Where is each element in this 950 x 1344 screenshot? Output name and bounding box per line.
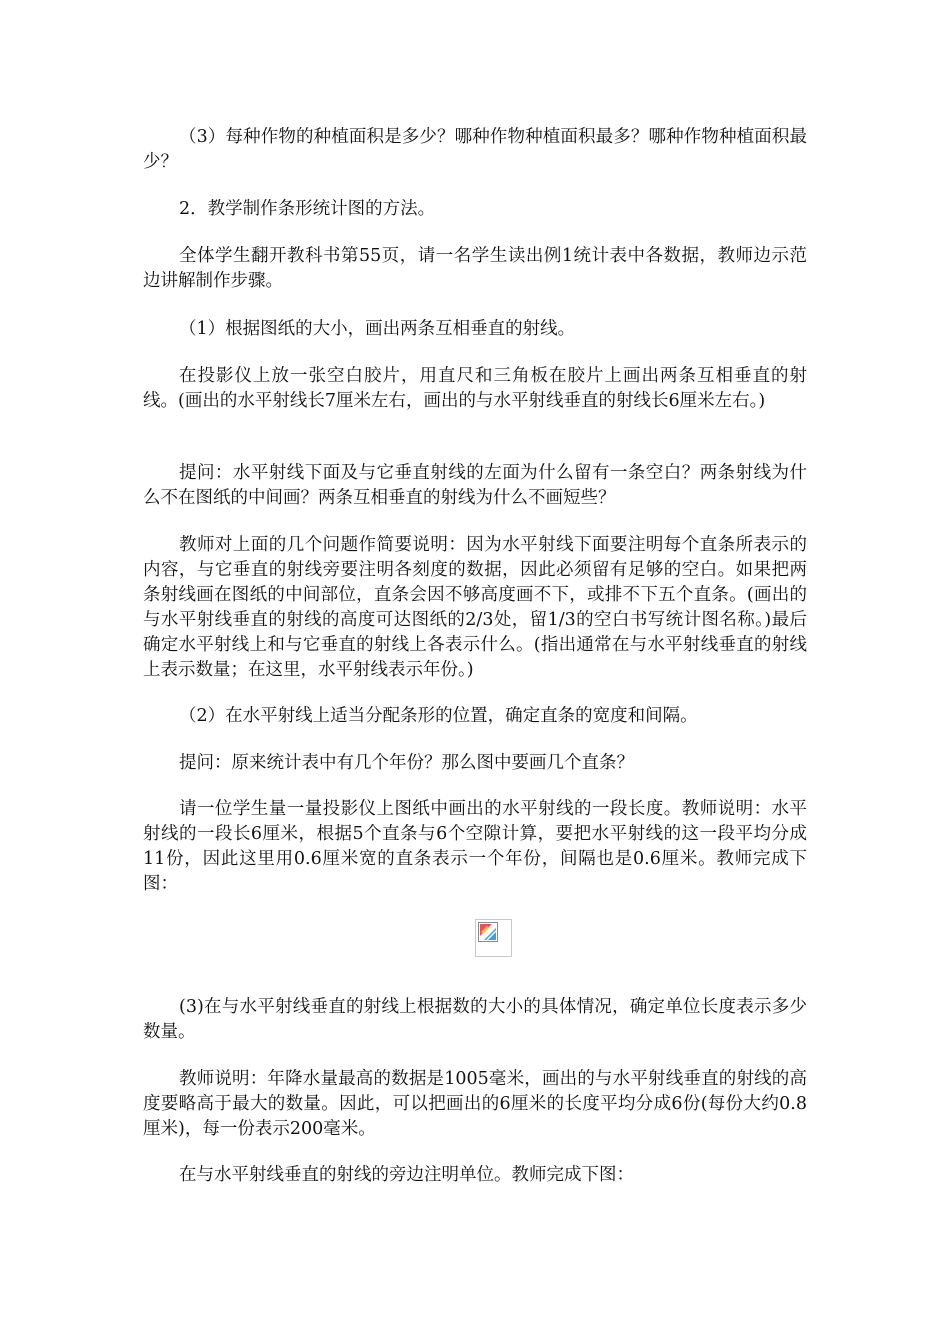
paragraph-measure: 请一位学生量一量投影仪上图纸中画出的水平射线的一段长度。教师说明：水平射线的一段长6厘米，根据5个直条与6个空隙计算，要把水平射线的这一段平均分成11份，因此这里用0.6厘米宽的直条表示一个年份，间隔也是0.6厘米。教师完成下图： [143,799,807,894]
paragraph-rainfall-explanation: 教师说明：年降水量最高的数据是1005毫米，画出的与水平射线垂直的射线的高度要略高于最大的数量。因此，可以把画出的6厘米的长度平均分成6份(每份大约0.8厘米)，每一份表示200毫米。 [143,1069,807,1139]
paragraph-question-years: 提问：原来统计表中有几个年份？那么图中要画几个直条？ [179,753,634,773]
paragraph-textbook-intro: 全体学生翻开教科书第55页，请一名学生读出例1统计表中各数据，教师边示范边讲解制作步骤。 [143,246,807,291]
broken-image-icon [478,922,498,942]
paragraph-projector: 在投影仪上放一张空白胶片，用直尺和三角板在胶片上画出两条互相垂直的射线。(画出的水平射线长7厘米左右，画出的与水平射线垂直的射线长6厘米左右。) [143,366,807,411]
paragraph-units: 在与水平射线垂直的射线的旁边注明单位。教师完成下图： [179,1165,634,1185]
paragraph-step-1: （1）根据图纸的大小，画出两条互相垂直的射线。 [179,319,576,339]
paragraph-question-3: （3）每种作物的种植面积是多少？哪种作物种植面积最多？哪种作物种植面积最少？ [143,127,807,172]
paragraph-step-3: (3)在与水平射线垂直的射线上根据数的大小的具体情况，确定单位长度表示多少数量。 [143,997,807,1042]
paragraph-section-2: 2．教学制作条形统计图的方法。 [179,199,436,219]
paragraph-teacher-explanation: 教师对上面的几个问题作简要说明：因为水平射线下面要注明每个直条所表示的内容，与它垂直的射线旁要注明各刻度的数据，因此必须留有足够的空白。如果把两条射线画在图纸的中间部位，直条会因不够高度画不下，或排不下五个直条。(画出的与水平射线垂直的射线的高度可达图纸的2/3处，留1/3的空白书写统计图名称。)最后确定水平射线上和与它垂直的射线上各表示什么。(指出通常在与水平射线垂直的射线上表示数量；在这里，水平射线表示年份。) [143,535,807,680]
figure-placeholder [475,919,512,957]
paragraph-question-blank: 提问：水平射线下面及与它垂直射线的左面为什么留有一条空白？两条射线为什么不在图纸的中间画？两条互相垂直的射线为什么不画短些？ [143,463,807,508]
paragraph-step-2: （2）在水平射线上适当分配条形的位置，确定直条的宽度和间隔。 [179,706,698,726]
